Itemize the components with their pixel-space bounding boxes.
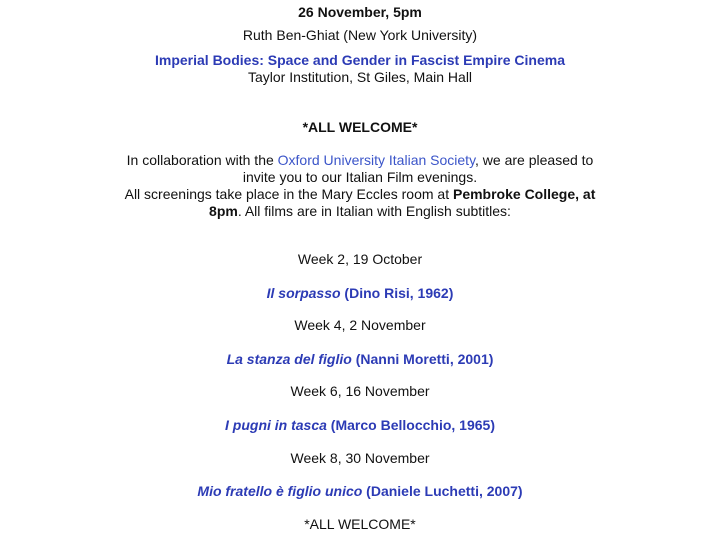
film-entry xyxy=(0,482,720,500)
intro-line-3 xyxy=(0,185,720,203)
film-director-year: (Daniele Luchetti, 2007) xyxy=(362,483,523,499)
film-title: I pugni in tasca xyxy=(225,417,327,433)
screening-week: Week 6, 16 November xyxy=(290,383,430,399)
talk-title-link[interactable]: Imperial Bodies: Space and Gender in Fascist Empire Cinema xyxy=(154,52,566,68)
film-director-year: (Nanni Moretti, 2001) xyxy=(351,351,494,367)
venue: Taylor Institution, St Giles, Main Hall xyxy=(247,69,473,85)
film-title: Mio fratello è figlio unico xyxy=(197,483,363,499)
event-date: 26 November, 5pm xyxy=(298,4,422,20)
film-title: La stanza del figlio xyxy=(226,351,352,367)
film-director-year: (Marco Bellocchio, 1965) xyxy=(326,417,495,433)
intro-suffix: , we are pleased to xyxy=(475,152,594,168)
italian-society-link[interactable]: Oxford University Italian Society xyxy=(277,152,476,168)
film-entry xyxy=(0,416,720,434)
college-name: Pembroke College, at xyxy=(452,186,596,202)
intro-line-1 xyxy=(0,151,720,169)
film-entry xyxy=(0,350,720,368)
intro-line-4-text: . All films are in Italian with English subtitles: xyxy=(237,203,511,219)
speaker: Ruth Ben-Ghiat (New York University) xyxy=(242,27,478,43)
screening-week: Week 2, 19 October xyxy=(297,251,423,267)
intro-line-3-text: All screenings take place in the Mary Eccles room at xyxy=(124,186,453,202)
intro-line-2: invite you to our Italian Film evenings. xyxy=(242,169,478,185)
film-title: Il sorpasso xyxy=(266,285,341,301)
intro-prefix: In collaboration with the xyxy=(126,152,278,168)
all-welcome-footer: *ALL WELCOME* xyxy=(304,516,416,532)
film-director-year: (Dino Risi, 1962) xyxy=(340,285,454,301)
screening-week: Week 8, 30 November xyxy=(290,450,430,466)
screening-week: Week 4, 2 November xyxy=(294,317,426,333)
all-welcome-heading: *ALL WELCOME* xyxy=(302,119,418,135)
screening-time: 8pm xyxy=(209,203,238,219)
intro-line-4 xyxy=(0,202,720,220)
film-entry xyxy=(0,284,720,302)
